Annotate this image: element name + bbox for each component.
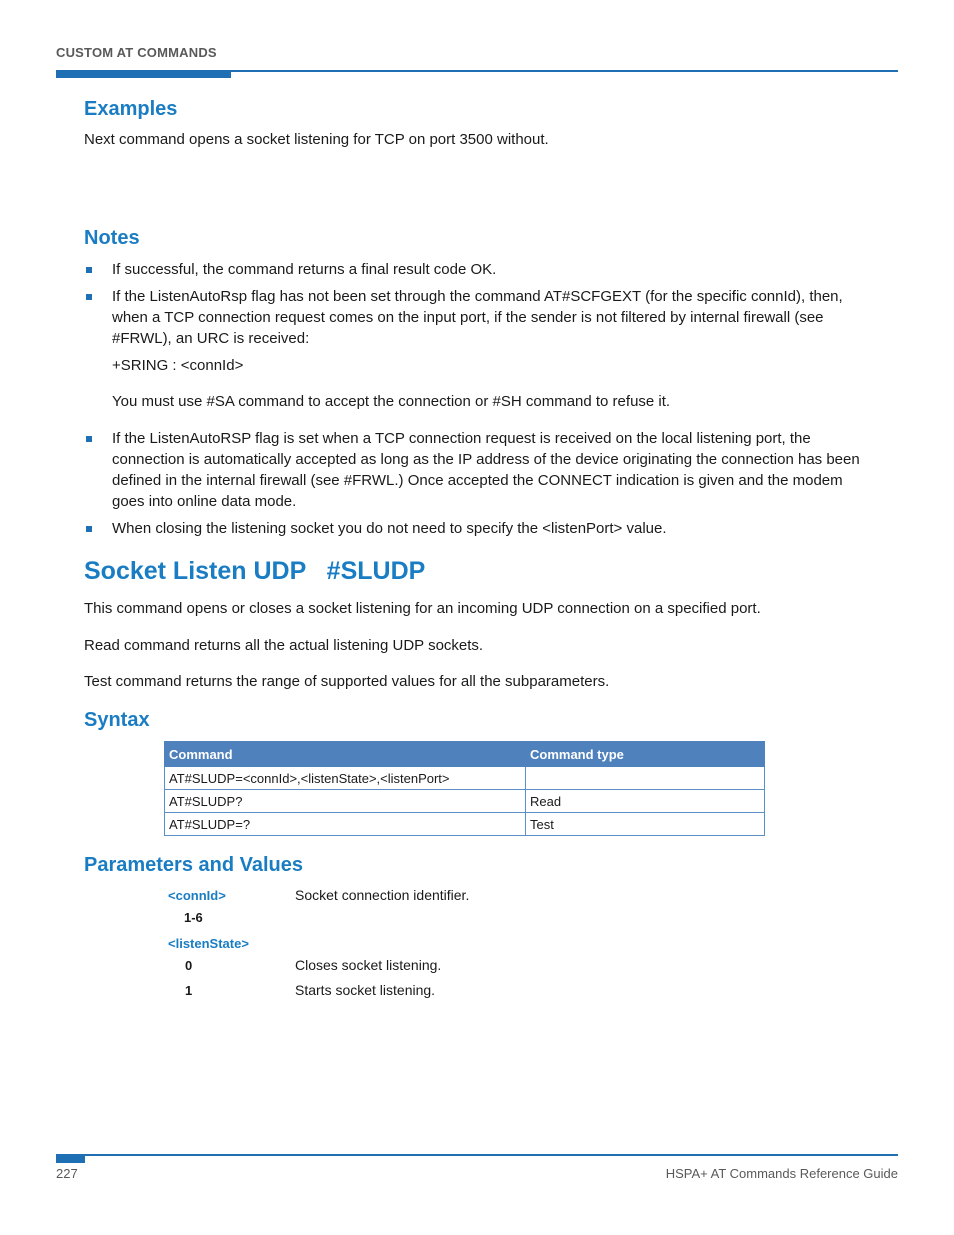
command-cell: AT#SLUDP=<connId>,<listenState>,<listenPort> [165,767,526,790]
command-cell: AT#SLUDP=? [165,813,526,836]
bullet-icon [86,267,92,273]
param-listenstate-desc-0: Closes socket listening. [295,957,442,973]
param-listenstate-val-0: 0 [185,958,193,973]
note-bullet-3-line-4: goes into online data mode. [112,493,297,510]
param-listenstate-desc-1: Starts socket listening. [295,982,436,998]
footer-rule [56,1154,898,1156]
bullet-icon [86,526,92,532]
note-bullet-2-line-1: If the ListenAutoRsp flag has not been set through the command AT#SCFGEXT (for the specific connId), then, [112,288,843,305]
note-bullet-3-line-1: If the ListenAutoRSP flag is set when a TCP connection request is received on the local listening port, the [112,430,811,447]
note-bullet-1: If successful, the command returns a final result code OK. [112,261,497,278]
table-row [165,767,765,790]
section-desc-1: This command opens or closes a socket listening for an incoming UDP connection on a specified port. [84,600,761,617]
must-use-text: You must use #SA command to accept the connection or #SH command to refuse it. [112,393,671,410]
page-number: 227 [56,1166,78,1181]
table-header-row [165,742,765,767]
table-row [165,790,765,813]
param-connid-name: <connId> [168,888,226,903]
bullet-icon [86,436,92,442]
section-desc-3: Test command returns the range of supported values for all the subparameters. [84,673,610,690]
param-listenstate-name: <listenState> [168,936,249,951]
syntax-table [164,741,765,836]
header-rule-tab [56,70,231,78]
note-bullet-2-line-3: #FRWL), an URC is received: [112,330,310,347]
urc-text: +SRING : <connId> [112,357,244,374]
syntax-heading: Syntax [84,709,150,731]
running-header: CUSTOM AT COMMANDS [56,45,217,60]
col-command-type: Command type [526,742,765,767]
section-title: Socket Listen UDP #SLUDP [84,557,426,585]
footer-rule-tab [56,1154,85,1163]
type-cell: Test [526,813,765,836]
examples-text: Next command opens a socket listening for TCP on port 3500 without. [84,131,549,148]
notes-heading: Notes [84,227,140,249]
note-bullet-4: When closing the listening socket you do not need to specify the <listenPort> value. [112,520,667,537]
col-command: Command [165,742,526,767]
param-connid-range: 1-6 [184,910,203,925]
guide-title: HSPA+ AT Commands Reference Guide [665,1166,898,1181]
examples-heading: Examples [84,98,178,120]
type-cell [526,767,765,790]
table-row [165,813,765,836]
type-cell: Read [526,790,765,813]
section-desc-2: Read command returns all the actual listening UDP sockets. [84,637,484,654]
command-cell: AT#SLUDP? [165,790,526,813]
note-bullet-3-line-2: connection is automatically accepted as long as the IP address of the device originating the connection has been [112,451,860,468]
bullet-icon [86,294,92,300]
note-bullet-2-line-2: when a TCP connection request comes on the input port, if the sender is not filtered by internal firewall (see [112,309,824,326]
note-bullet-3-line-3: defined in the internal firewall (see #FRWL.) Once accepted the CONNECT indication is given and the modem [112,472,843,489]
params-heading: Parameters and Values [84,854,304,876]
param-connid-desc: Socket connection identifier. [295,887,470,903]
param-listenstate-val-1: 1 [185,983,193,998]
